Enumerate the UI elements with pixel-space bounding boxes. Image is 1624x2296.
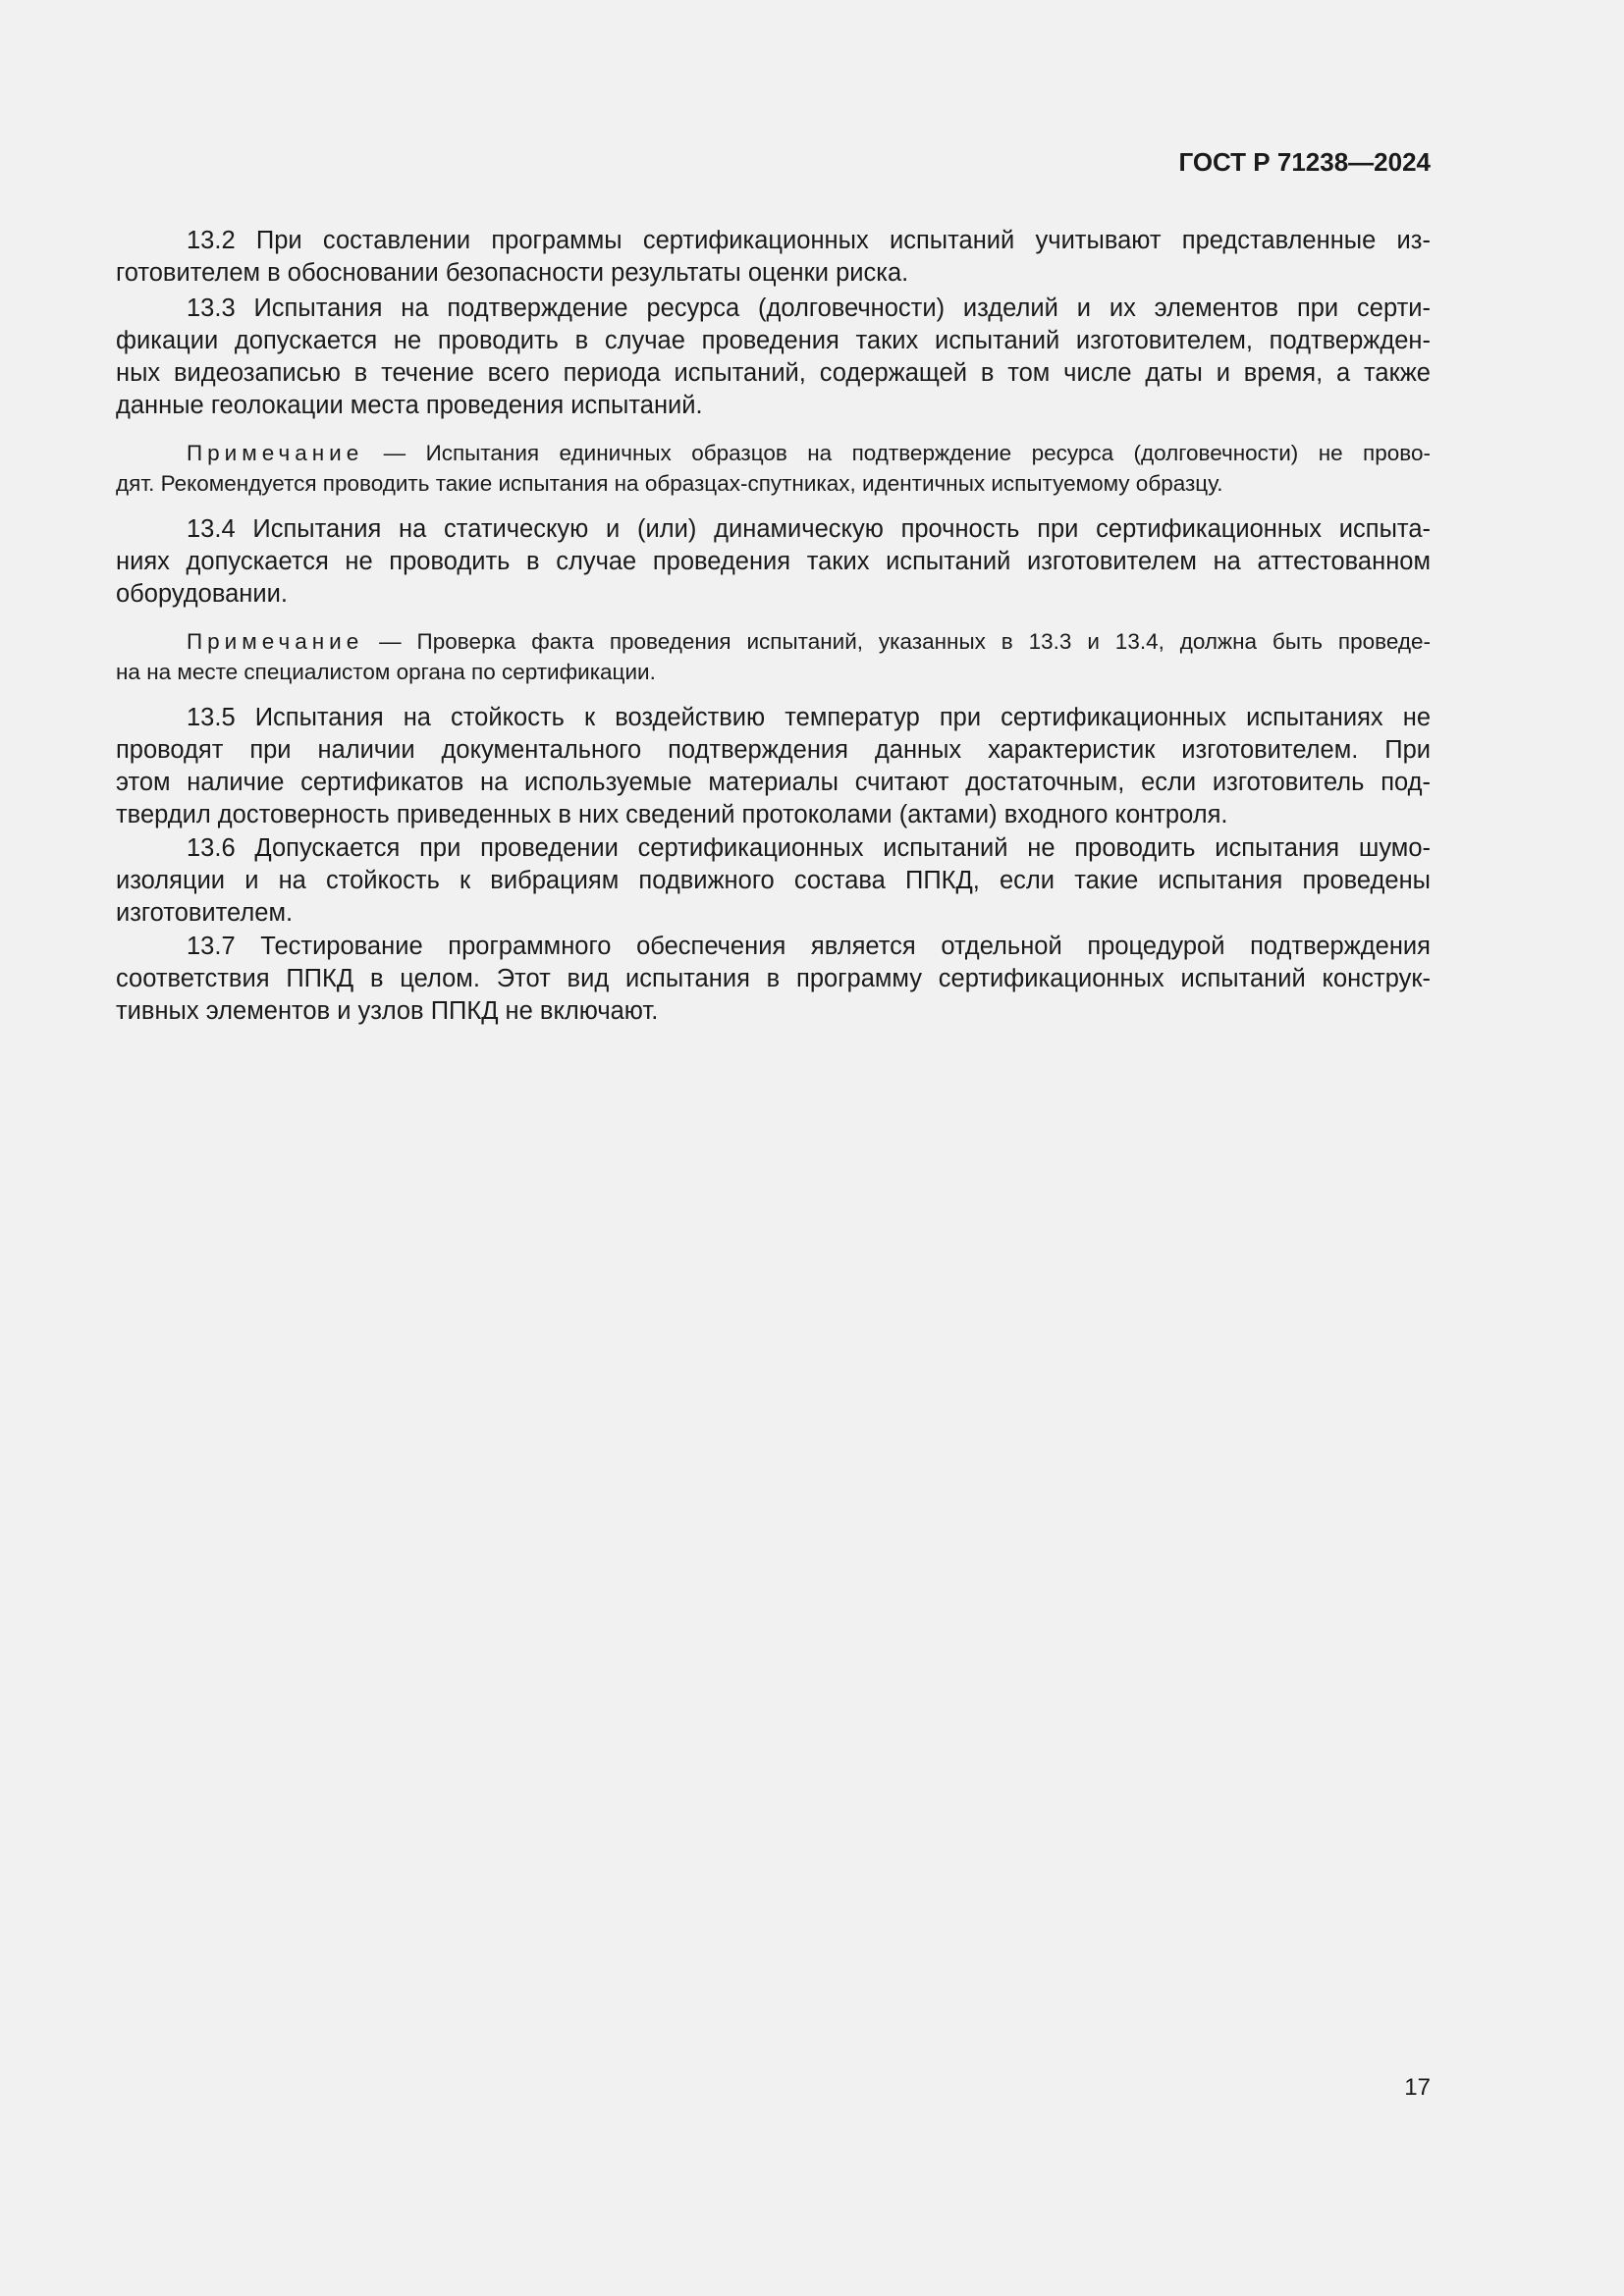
clause-13-6 bbox=[116, 832, 1431, 930]
note-text: — Проверка факта проведения испытаний, указанных в 13.3 и 13.4, должна быть проведе- bbox=[379, 629, 1431, 654]
text-line: проводят при наличии документального подтверждения данных характеристик изготовителем. При bbox=[116, 736, 1431, 764]
text-line: ных видеозаписью в течение всего периода испытаний, содержащей в том числе даты и время, а также bbox=[116, 359, 1431, 387]
note-text: — Испытания единичных образцов на подтверждение ресурса (долговечности) не прово- bbox=[383, 441, 1431, 465]
page-number: 17 bbox=[1404, 2074, 1431, 2101]
clause-13-5 bbox=[116, 702, 1431, 831]
clause-13-4 bbox=[116, 513, 1431, 611]
clause-13-7 bbox=[116, 931, 1431, 1028]
text-line: оборудовании. bbox=[116, 580, 288, 608]
text-line: этом наличие сертификатов на используемые материалы считают достаточным, если изготовитель под- bbox=[116, 769, 1431, 796]
text-line: дят. Рекомендуется проводить такие испытания на образцах-спутниках, идентичных испытуемому образцу. bbox=[116, 471, 1223, 496]
text-line: 13.6 Допускается при проведении сертификационных испытаний не проводить испытания шумо- bbox=[187, 834, 1431, 862]
note-label: Примечание bbox=[187, 629, 364, 654]
document-code-header: ГОСТ Р 71238—2024 bbox=[1178, 147, 1431, 177]
text-line: 13.3 Испытания на подтверждение ресурса (долговечности) изделий и их элементов при серти- bbox=[187, 294, 1431, 322]
text-line: 13.4 Испытания на статическую и (или) динамическую прочность при сертификационных испыта- bbox=[187, 515, 1431, 543]
text-line: 13.5 Испытания на стойкость к воздействию температур при сертификационных испытаниях не bbox=[187, 704, 1431, 731]
text-line: готовителем в обосновании безопасности результаты оценки риска. bbox=[116, 259, 909, 287]
text-line: 13.2 При составлении программы сертификационных испытаний учитывают представленные из- bbox=[187, 227, 1431, 254]
text-line: на на месте специалистом органа по сертификации. bbox=[116, 660, 656, 684]
text-line: твердил достоверность приведенных в них сведений протоколами (актами) входного контроля. bbox=[116, 801, 1228, 828]
text-line bbox=[116, 626, 1431, 657]
text-line: тивных элементов и узлов ППКД не включают. bbox=[116, 997, 659, 1025]
note-label: Примечание bbox=[187, 441, 364, 465]
text-line: соответствия ППКД в целом. Этот вид испытания в программу сертификационных испытаний конструк- bbox=[116, 965, 1431, 992]
text-line: изоляции и на стойкость к вибрациям подвижного состава ППКД, если такие испытания проведены bbox=[116, 867, 1431, 894]
note-1 bbox=[116, 438, 1431, 499]
text-line bbox=[116, 438, 1431, 468]
clause-13-2 bbox=[116, 225, 1431, 290]
text-line: фикации допускается не проводить в случае проведения таких испытаний изготовителем, подтвержден- bbox=[116, 327, 1431, 354]
text-line: данные геолокации места проведения испытаний. bbox=[116, 392, 703, 419]
text-line: ниях допускается не проводить в случае проведения таких испытаний изготовителем на аттестованном bbox=[116, 548, 1431, 575]
text-line: 13.7 Тестирование программного обеспечения является отдельной процедурой подтверждения bbox=[187, 933, 1431, 960]
note-2 bbox=[116, 626, 1431, 687]
text-line: изготовителем. bbox=[116, 899, 294, 927]
clause-13-3 bbox=[116, 293, 1431, 422]
